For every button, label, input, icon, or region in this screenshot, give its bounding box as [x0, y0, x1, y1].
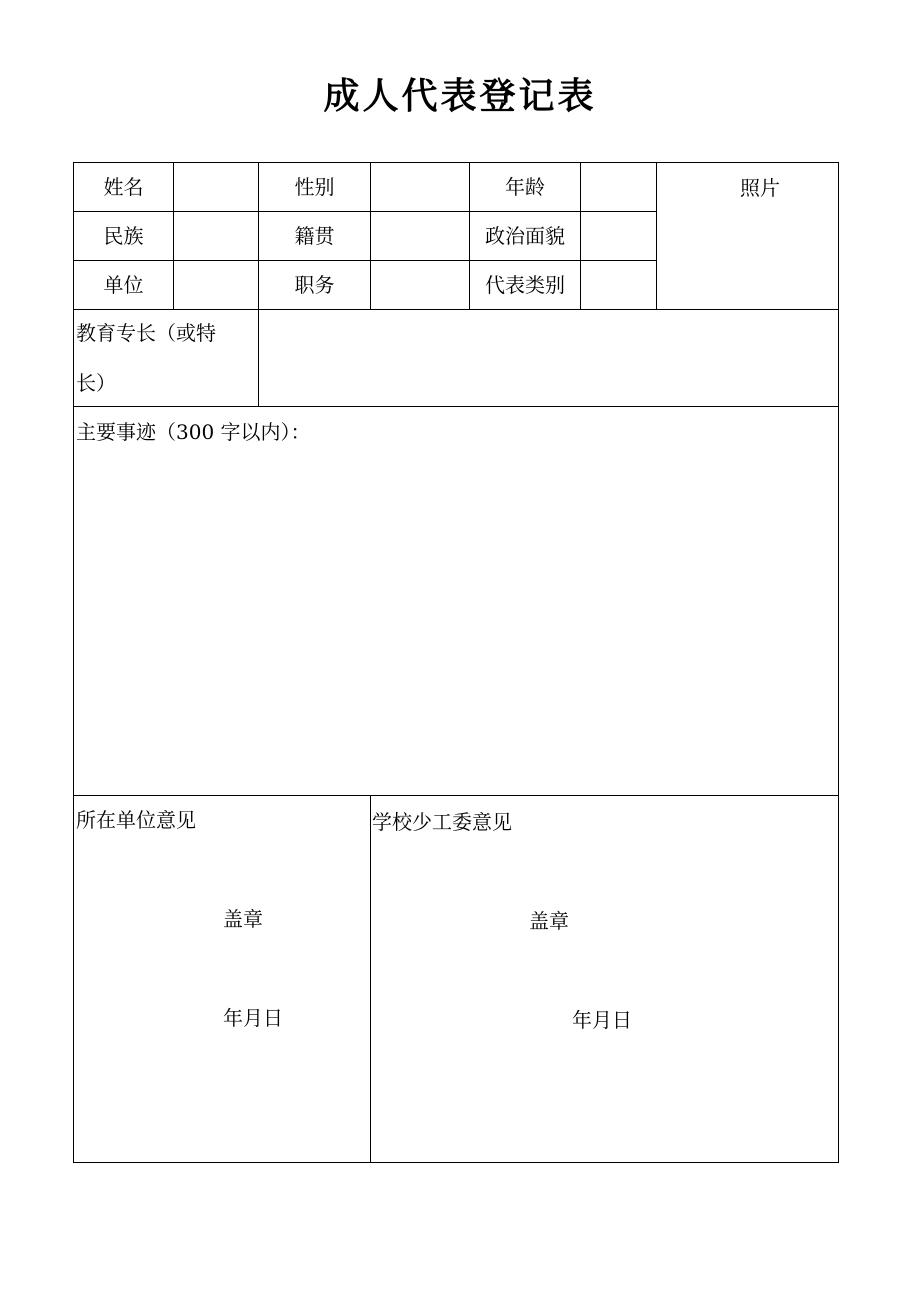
- ethnicity-label: 民族: [103, 224, 144, 248]
- age-field[interactable]: [581, 163, 656, 211]
- specialty-label-line1: 教育专长（或特: [76, 321, 216, 345]
- deeds-label: 主要事迹（300 字以内）：: [76, 420, 311, 444]
- unit-opinion-area[interactable]: [74, 796, 370, 1162]
- unit-opinion-label: 所在单位意见: [76, 808, 196, 832]
- political-status-field[interactable]: [581, 212, 656, 260]
- age-label: 年龄: [505, 175, 545, 199]
- table-border-right: [838, 162, 839, 1163]
- rep-category-field[interactable]: [581, 261, 656, 309]
- school-seal-text: 盖章: [529, 909, 569, 933]
- specialty-field[interactable]: [259, 310, 838, 406]
- name-field[interactable]: [174, 163, 258, 211]
- row-divider: [73, 211, 657, 212]
- position-label: 职务: [294, 273, 335, 297]
- row-divider: [73, 406, 839, 407]
- unit-field[interactable]: [174, 261, 258, 309]
- rep-category-label: 代表类别: [485, 273, 565, 297]
- gender-field[interactable]: [371, 163, 469, 211]
- school-date-text: 年月日: [572, 1008, 632, 1032]
- gender-label: 性别: [294, 175, 335, 199]
- school-opinion-area[interactable]: [371, 796, 838, 1162]
- deeds-field[interactable]: [74, 448, 838, 795]
- ethnicity-field[interactable]: [174, 212, 258, 260]
- name-label: 姓名: [103, 175, 144, 199]
- unit-label: 单位: [103, 273, 144, 297]
- table-border-bottom: [73, 1162, 839, 1163]
- specialty-label-line2: 长）: [76, 371, 116, 395]
- school-opinion-label: 学校少工委意见: [372, 810, 512, 834]
- photo-area[interactable]: [657, 163, 838, 309]
- native-place-label: 籍贯: [294, 224, 335, 248]
- political-status-label: 政治面貌: [485, 224, 565, 248]
- native-place-field[interactable]: [371, 212, 469, 260]
- photo-label: 照片: [740, 176, 780, 200]
- row-divider: [73, 260, 657, 261]
- unit-date-text: 年月日: [223, 1006, 283, 1030]
- page-title: 成人代表登记表: [323, 76, 597, 117]
- unit-seal-text: 盖章: [223, 907, 263, 931]
- position-field[interactable]: [371, 261, 469, 309]
